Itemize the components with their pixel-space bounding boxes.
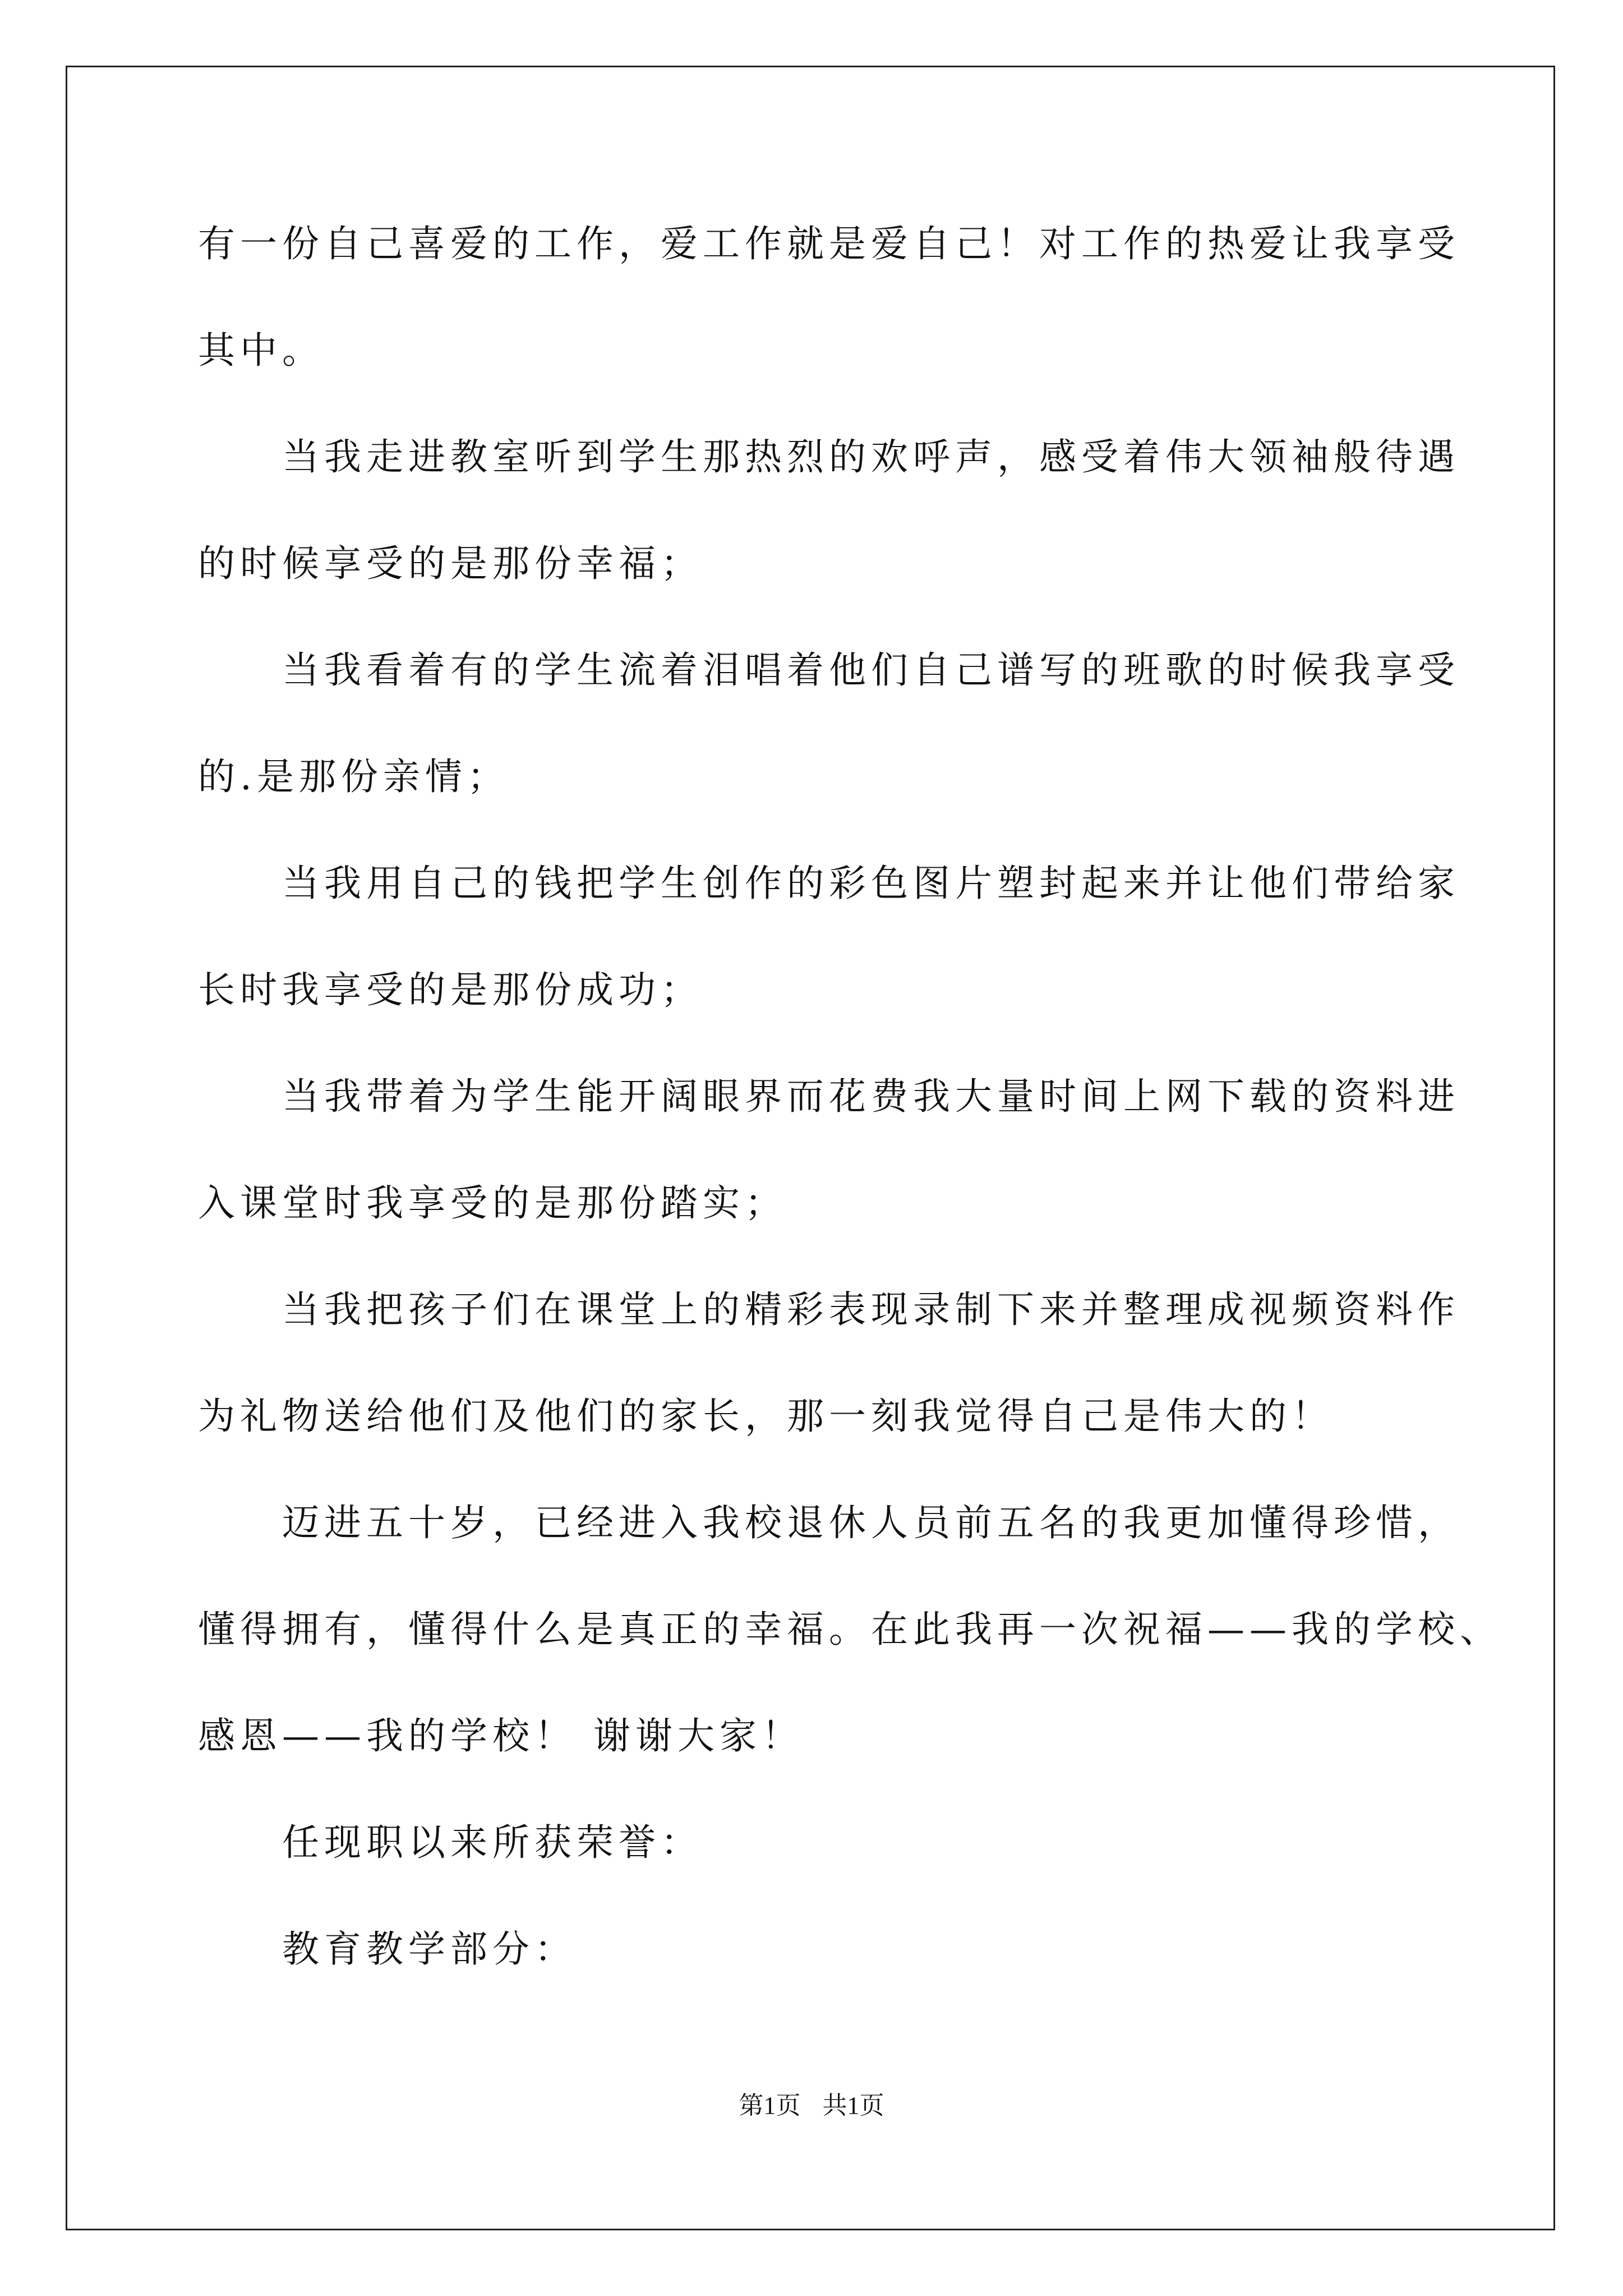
text-line-7: 当我用自己的钱把学生创作的彩色图片塑封起来并让他们带给家 (282, 862, 1460, 905)
text-line-5: 当我看着有的学生流着泪唱着他们自己谱写的班歌的时候我享受 (282, 648, 1460, 692)
text-line-17: 教育教学部分： (282, 1927, 577, 1971)
text-line-2: 其中。 (198, 329, 324, 372)
text-line-14: 懂得拥有，懂得什么是真正的幸福。在此我再一次祝福——我的学校、 (198, 1608, 1502, 1651)
text-line-15: 感恩——我的学校！ 谢谢大家！ (198, 1714, 804, 1757)
text-line-10: 入课堂时我享受的是那份踏实； (198, 1181, 787, 1225)
text-line-11: 当我把孩子们在课堂上的精彩表现录制下来并整理成视频资料作 (282, 1288, 1460, 1331)
text-line-13: 迈进五十岁，已经进入我校退休人员前五名的我更加懂得珍惜， (282, 1501, 1460, 1544)
page-footer (0, 2090, 1623, 2122)
text-line-6: 的.是那份亲情； (198, 755, 509, 798)
text-line-1: 有一份自己喜爱的工作，爱工作就是爱自己！对工作的热爱让我享受 (198, 222, 1460, 265)
text-line-4: 的时候享受的是那份幸福； (198, 542, 703, 585)
text-line-3: 当我走进教室听到学生那热烈的欢呼声，感受着伟大领袖般待遇 (282, 435, 1460, 478)
text-line-8: 长时我享受的是那份成功； (198, 968, 703, 1011)
text-line-9: 当我带着为学生能开阔眼界而花费我大量时间上网下载的资料进 (282, 1075, 1460, 1118)
page-border (66, 66, 1555, 2230)
text-line-12: 为礼物送给他们及他们的家长，那一刻我觉得自己是伟大的！ (198, 1395, 1334, 1438)
page-number: 第1页 (739, 2092, 801, 2119)
page-total: 共1页 (822, 2092, 884, 2119)
text-line-16: 任现职以来所获荣誉： (282, 1821, 703, 1864)
